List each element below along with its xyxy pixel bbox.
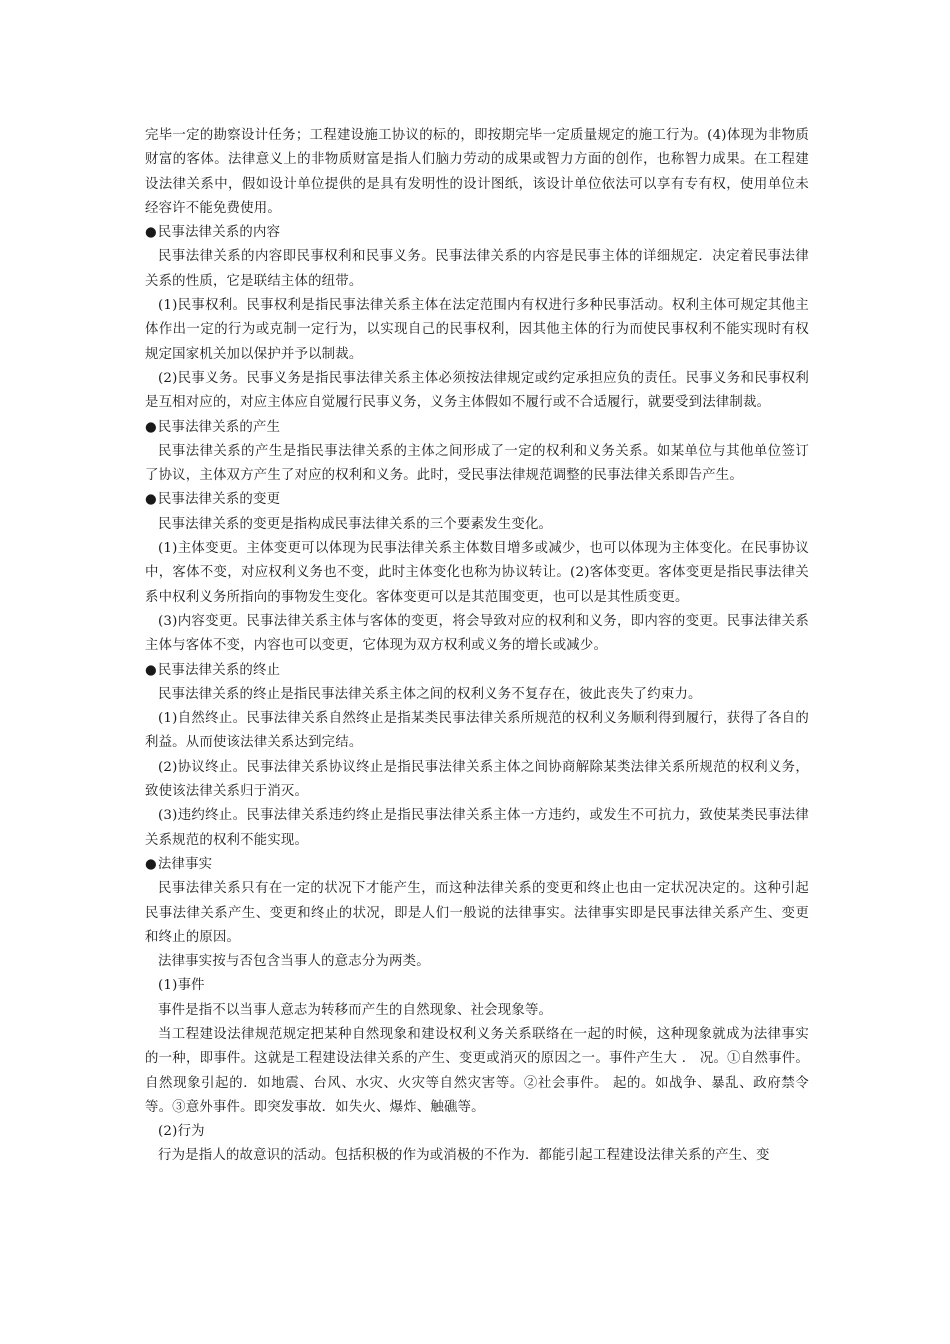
heading-text: 民事法律关系的终止 [157, 662, 281, 678]
paragraph: (1)主体变更。主体变更可以体现为民事法律关系主体数目增多或减少，也可以体现为主体变化。在民事协议中，客体不变，对应权利义务也不变，此时主体变化也称为协议转让。(2)客体变更。客体变更是指民事法律关系中权利义务所指向的事物发生变化。客体变更可以是其范围变更，也可以是其性质变更。 [145, 541, 809, 605]
section-heading [145, 853, 809, 877]
paragraph: 当工程建设法律规范规定把某种自然现象和建设权利义务关系联络在一起的时候，这种现象就成为法律事实的一种，即事件。这就是工程建设法律关系的产生、变更或消灭的原因之一。事件产生大 ． 况。①自然事件。自然现象引起的．如地震、台风、水灾、火灾等自然灾害等。②社会事件。 起的。如战争、暴乱、政府禁令等。③意外事件。即突发事故．如失火、爆炸、触礁等。 [145, 1026, 809, 1115]
paragraph: 完毕一定的勘察设计任务；工程建设施工协议的标的，即按期完毕一定质量规定的施工行为。(4)体现为非物质财富的客体。法律意义上的非物质财富是指人们脑力劳动的成果或智力方面的创作，也称智力成果。在工程建设法律关系中，假如设计单位提供的是具有发明性的设计图纸，该设计单位依法可以享有专有权，使用单位未经容许不能免费使用。 [145, 128, 809, 216]
section-heading [145, 416, 809, 440]
paragraph: 事件是指不以当事人意志为转移而产生的自然现象、社会现象等。 [158, 1002, 553, 1018]
paragraph: (1)民事权利。民事权利是指民事法律关系主体在法定范围内有权进行多种民事活动。权利主体可规定其他主体作出一定的行为或克制一定行为，以实现自己的民事权利，因其他主体的行为而使民事权利不能实现时有权规定国家机关加以保护并予以制裁。 [145, 298, 809, 362]
section-heading [145, 221, 809, 245]
paragraph: 民事法律关系的变更是指构成民事法律关系的三个要素发生变化。 [158, 516, 553, 532]
paragraph: (1)事件 [158, 978, 205, 994]
paragraph: 民事法律关系的终止是指民事法律关系主体之间的权利义务不复存在，彼此丧失了约束力。 [158, 686, 702, 702]
heading-text: 法律事实 [157, 856, 213, 872]
paragraph: 民事法律关系的内容即民事权利和民事义务。民事法律关系的内容是民事主体的详细规定．决定着民事法律关系的性质，它是联结主体的纽带。 [145, 249, 809, 289]
bullet-icon: ● [145, 225, 157, 241]
paragraph: (2)行为 [158, 1124, 205, 1140]
document-page [145, 124, 809, 1169]
heading-text: 民事法律关系的变更 [157, 492, 281, 508]
bullet-icon: ● [145, 419, 157, 435]
heading-text: 民事法律关系的内容 [157, 225, 281, 241]
paragraph: 行为是指人的故意识的活动。包括积极的作为或消极的不作为．都能引起工程建设法律关系的产生、变 [158, 1148, 770, 1164]
bullet-icon: ● [145, 662, 157, 678]
paragraph: 民事法律关系只有在一定的状况下才能产生，而这种法律关系的变更和终止也由一定状况决定的。这种引起民事法律关系产生、变更和终止的状况，即是人们一般说的法律事实。法律事实即是民事法律关系产生、变更和终止的原因。 [145, 881, 809, 945]
section-heading [145, 488, 809, 512]
bullet-icon: ● [145, 856, 157, 872]
paragraph: (2)民事义务。民事义务是指民事法律关系主体必须按法律规定或约定承担应负的责任。民事义务和民事权利是互相对应的，对应主体应自觉履行民事义务，义务主体假如不履行或不合适履行，就要受到法律制裁。 [145, 370, 809, 411]
paragraph: 民事法律关系的产生是指民事法律关系的主体之间形成了一定的权利和义务关系。如某单位与其他单位签订了协议，主体双方产生了对应的权利和义务。此时，受民事法律规范调整的民事法律关系即告产生。 [145, 443, 809, 484]
paragraph: (3)违约终止。民事法律关系违约终止是指民事法律关系主体一方违约，或发生不可抗力，致使某类民事法律关系规范的权利不能实现。 [145, 808, 809, 848]
bullet-icon: ● [145, 492, 157, 508]
heading-text: 民事法律关系的产生 [157, 419, 281, 435]
paragraph: 法律事实按与否包含当事人的意志分为两类。 [158, 954, 430, 970]
paragraph: (1)自然终止。民事法律关系自然终止是指某类民事法律关系所规范的权利义务顺利得到履行，获得了各自的利益。从而使该法律关系达到完结。 [145, 711, 809, 751]
section-heading [145, 659, 809, 683]
paragraph: (2)协议终止。民事法律关系协议终止是指民事法律关系主体之间协商解除某类法律关系所规范的权利义务，致使该法律关系归于消灭。 [145, 759, 809, 800]
paragraph: (3)内容变更。民事法律关系主体与客体的变更，将会导致对应的权利和义务，即内容的变更。民事法律关系主体与客体不变，内容也可以变更，它体现为双方权利或义务的增长或减少。 [145, 613, 809, 654]
